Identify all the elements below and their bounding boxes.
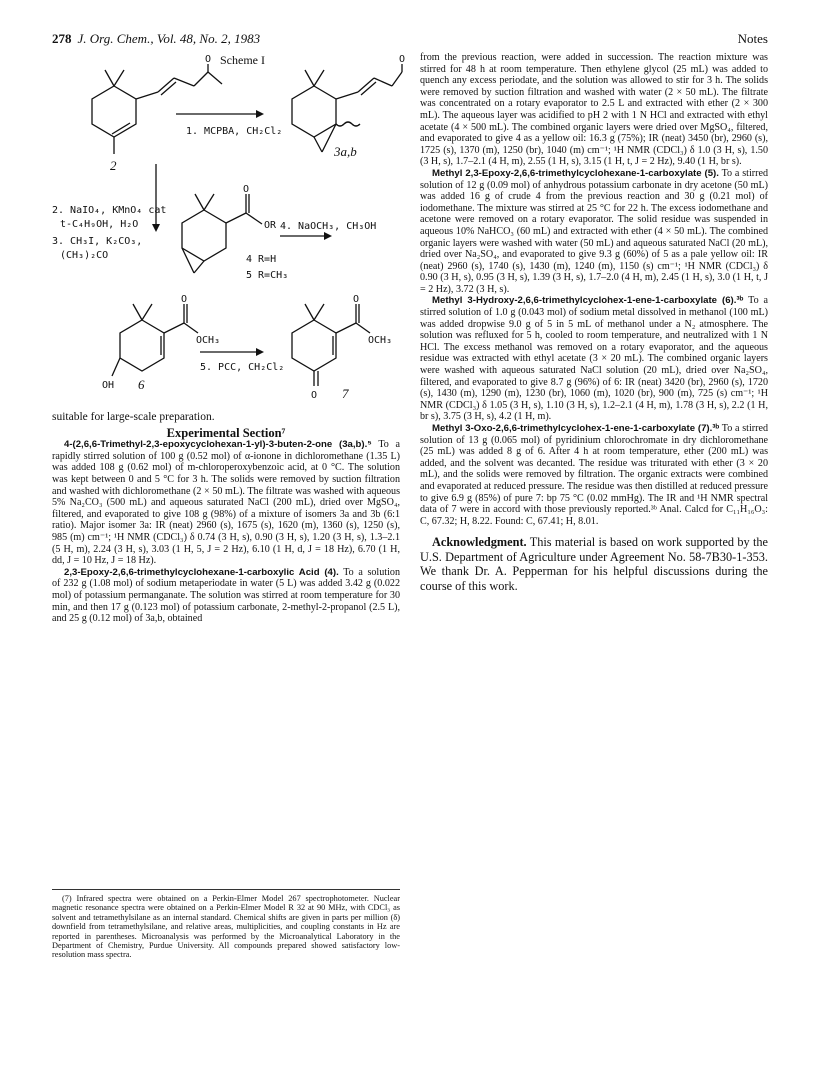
atom-label: O — [353, 294, 360, 305]
procedure-text: To a stirred solution of 13 g (0.065 mol) of pyridinium chlorochromate in dry dichloromethane (25 mL) was added 8 g of 6. After 4 h at room temperature, ether (200 mL) was added, and the solvent was decanted. The residue was triturated with ether (3 × 20 mL), and the solids were removed by filtration. The organic extracts were combined and evaporated at reduced pressure. The residue was then distilled at reduced pressure to give 6.9 g (85%) of pure 7: bp 75 °C (0.02 mmHg). The IR and ¹H NMR spectral data of 7 were in accord with those previously reported.³ᵇ Anal. Calcd for C₁₁H₁₆O₃: C, 67.32; H, 8.22. Found: C, 67.41; H, 8.01. — [420, 423, 769, 527]
atom-label: O — [311, 390, 318, 401]
acknowledgment-heading: Acknowledgment. — [432, 535, 527, 550]
reagent-step-2: 2. NaIO₄, KMnO₄ cat — [52, 205, 167, 216]
atom-label: OCH₃ — [368, 335, 393, 346]
compound-heading: 4-(2,6,6-Trimethyl-2,3-epoxycyclohexan-1-yl)-3-buten-2-one (3a,b).⁵ — [64, 439, 372, 451]
right-column — [420, 52, 768, 593]
procedure-paragraph — [420, 168, 768, 296]
section-label: Notes — [737, 31, 768, 46]
compound-label: 2 — [110, 158, 117, 173]
journal-citation: J. Org. Chem., Vol. 48, No. 2, 1983 — [77, 31, 261, 46]
compound-label: 5 R=CH₃ — [246, 270, 289, 281]
compound-label: 6 — [138, 377, 145, 392]
compound-label: 7 — [342, 386, 349, 401]
atom-label: O — [243, 184, 250, 195]
left-column — [52, 412, 400, 625]
reaction-scheme — [52, 52, 412, 412]
reagent-step-3: 3. CH₃I, K₂CO₃, — [52, 236, 143, 247]
reagent-step-3-cond: (CH₃)₂CO — [60, 250, 109, 261]
scheme-title: Scheme I — [220, 53, 265, 67]
reagent-step-4: 4. NaOCH₃, CH₃OH — [280, 221, 377, 232]
atom-label: OCH₃ — [196, 335, 221, 346]
atom-label: OH — [102, 380, 115, 391]
acknowledgment-text: This material is based on work supported by the U.S. Department of Agriculture under Agreement No. 58-7B30-1-353. We thank Dr. A. Pepperman for his helpful discussions during the course of this work. — [420, 535, 769, 593]
procedure-text: To a stirred solution of 12 g (0.09 mol) of anhydrous potassium carbonate in dry acetone (50 mL) was added 16 g of crude 4 from the previous reaction and 30 g (0.21 mol) of iodomethane. The mixture was stirred at 25 °C for 22 h. The excess iodomethane and acetone were removed on a rotary evaporator. The solid residue was suspended in aqueous 10% NaHCO₃ (60 mL) and extracted with ether (4 × 50 mL). The combined organic layers were washed with water (50 mL) and aqueous saturated NaCl (20 mL), dried over Na₂SO₄, and evaporated to give 9.3 g (60%) of 5 as a pale yellow oil: IR (neat) 2960 (s), 1740 (s), 1430 (m), 1240 (m), 1150 (s) cm⁻¹; ¹H NMR (CDCl₃) δ 0.90 (3 H, s), 0.95 (3 H, s), 1.39 (3 H, s), 1.7–2.0 (4 H, m), 2.45 (1 H, s), 3.0 (1 H, t, J = 2 Hz), 3.72 (3 H, s). — [420, 167, 768, 295]
atom-label: O — [181, 294, 188, 305]
footnote — [52, 889, 400, 960]
compound-label: 3a,b — [334, 144, 357, 159]
procedure-text: To a rapidly stirred solution of 100 g (0.52 mol) of α-ionone in dichloromethane (1.35 L) was added 108 g (0.62 mol) of m-chloroperoxybenzoic acid, at 0 °C. The solution was kept between 0 and 5 °C for 3 h. The solids were removed by suction filtration and washed with dichloromethane (2 × 50 mL). The filtrate was washed with aqueous 5% Na₂CO₃ (500 mL) and aqueous saturated NaCl (200 mL), dried over MgSO₄, filtered, and evaporated to give 108 g (98%) of a mixture of isomers 3a and 3b (6:1 ratio). Major isomer 3a: IR (neat) 2960 (s), 1675 (s), 1620 (m), 1360 (s), 1250 (s), 985 (m) cm⁻¹; ¹H NMR (CDCl₃) δ 0.74 (3 H, s), 0.90 (3 H, s), 1.20 (3 H, s), 1.3–2.1 (5 H, m), 2.24 (3 H, s), 3.03 (1 H, 5, J = 2 Hz), 6.10 (1 H, d, J = 18 Hz), 6.70 (1 H, dd, J = 10 Hz, J = 18 Hz). — [52, 439, 401, 567]
acknowledgment — [420, 535, 768, 593]
atom-label: OR — [264, 220, 277, 231]
procedure-text: from the previous reaction, were added in succession. The reaction mixture was stirred for 48 h at room temperature. Then ethylene glycol (25 mL) was added to quench any excess periodate, and the solution was allowed to stir for 3 h. The solids were removed by suction filtration and washed with water (2 × 50 mL). The filtrate was concentrated on a rotary evaporator to 2.5 L and extracted with ether (2 × 300 mL). The aqueous layer was acidified to pH 2 with 1 N HCl and extracted with ethyl acetate (4 × 500 mL). The combined organic layers were dried over MgSO₄, filtered, and evaporated to give 4 as a yellow oil: 16.3 g (75%); IR (neat) 3450 (br), 2960 (s), 1725 (s), 1370 (m), 1250 (br), 1040 (m) cm⁻¹; ¹H NMR (CDCl₃) δ 1.0 (3 H, s), 1.50 (3 H, s), 1.7–2.1 (4 H, m), 2.55 (1 H, s), 3.15 (1 H, t, J = 2 Hz), 9.40 (1 H, br s). — [420, 52, 768, 168]
procedure-text: To a solution of 232 g (1.08 mol) of sodium metaperiodate in water (5 L) was added 3.42 g (0.022 mol) of potassium permanganate. The solution was stirred at room temperature for 30 min, and then 17 g (0.123 mol) of potassium carbonate, 2-methyl-2-propanol (2.5 L), and 25 g (0.12 mol) of 3a,b, obtained — [52, 566, 400, 625]
compound-heading: Methyl 2,3-Epoxy-2,6,6-trimethylcyclohexane-1-carboxylate (5). — [432, 167, 719, 179]
atom-label: O — [205, 54, 212, 65]
page-number: 278 — [52, 31, 72, 46]
compound-heading: Methyl 3-Hydroxy-2,6,6-trimethylcyclohex-1-ene-1-carboxylate (6).³ᵇ — [432, 295, 744, 307]
reagent-step-2-cond: t-C₄H₉OH, H₂O — [60, 219, 139, 230]
compound-heading: 2,3-Epoxy-2,6,6-trimethylcyclohexane-1-carboxylic Acid (4). — [64, 566, 339, 578]
compound-heading: Methyl 3-Oxo-2,6,6-trimethylcyclohex-1-ene-1-carboxylate (7).³ᵇ — [432, 423, 720, 434]
section-heading: Experimental Section⁷ — [166, 425, 286, 440]
compound-label: 4 R=H — [246, 254, 277, 265]
page-header — [52, 31, 768, 47]
atom-label: O — [399, 54, 406, 65]
procedure-text: To a stirred solution of 1.0 g (0.043 mol) of sodium metal dissolved in methanol (100 mL) was added dropwise 9.0 g of 5 in 5 mL of methanol under a N₂ atmosphere. The solution was refluxed for 5 h, cooled to room temperature, and neutralized with 1 N HCl. The excess methanol was removed on a rotary evaporator, and the aqueous residue was extracted with ethyl acetate (3 × 20 mL). The combined organic layers were washed with aqueous saturated NaCl solution (20 mL), dried over Na₂SO₄, filtered, and evaporated to give 8.7 g (96%) of 6: IR (neat) 3420 (br), 2960 (s), 1720 (s), 1430 (m), 1290 (m), 1230 (br), 1060 (m), 1020 (br), 900 (m), 725 (s) cm⁻¹; ¹H NMR (CDCl₃) δ 1.05 (3 H, s), 1.10 (3 H, s), 1.2–2.1 (4 H, m), 1.78 (3 H, s), 2.2 (1 H, br s), 3.75 (3 H, s), 4.2 (1 H, m). — [420, 295, 769, 423]
procedure-paragraph — [420, 423, 768, 527]
procedure-paragraph — [52, 567, 400, 625]
footnote-text: (7) Infrared spectra were obtained on a Perkin-Elmer Model 267 spectrophotometer. Nuclear magnetic resonance spectra were obtained on a Perkin-Elmer Model R 32 at 90 MHz, with CDCl₃ as solvent and tetramethylsilane as an internal standard. Chemical shifts are given in parts per million (δ) downfield from tetramethylsilane, and relative areas, multiplicities, and coupling constants in Hz are reported in parentheses. Microanalysis was performed by the Microanalytical Laboratory in the Department of Chemistry, Purdue University. All compounds prepared showed satisfactory low-resolution mass spectra. — [52, 894, 400, 960]
reagent-step-5: 5. PCC, CH₂Cl₂ — [200, 362, 285, 373]
reagent-step-1: 1. MCPBA, CH₂Cl₂ — [186, 126, 283, 137]
procedure-paragraph — [52, 439, 400, 567]
intro-text: suitable for large-scale preparation. — [52, 411, 215, 423]
procedure-paragraph — [420, 295, 768, 423]
